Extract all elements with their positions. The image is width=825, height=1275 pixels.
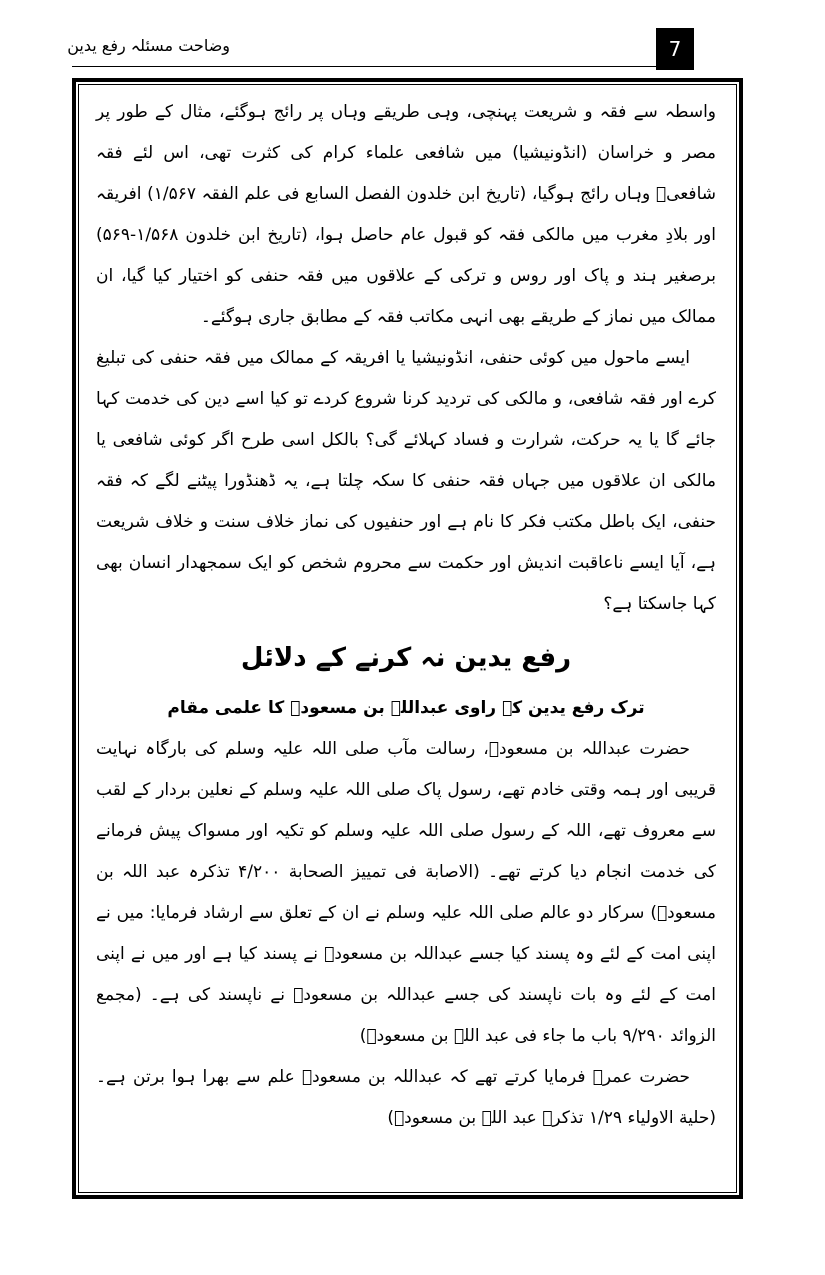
running-header-title: وضاحت مسئلہ رفع یدین	[67, 36, 230, 55]
page-body	[96, 92, 716, 1139]
header-rule	[72, 66, 656, 67]
paragraph-3: حضرت عبداللہ بن مسعودؓ، رسالت مآب صلی اللہ علیہ وسلم کی بارگاہ نہایت قریبی اور ہمہ وقتی خادم تھے، رسول پاک صلی اللہ علیہ وسلم کے نعلین بردار کے لقب سے معروف تھے، اللہ کے رسول صلی اللہ علیہ وسلم کو تکیہ اور مسواک پیش فرمانے کی خدمت انجام دیا کرتے تھے۔ (الاصابة فی تمییز الصحابة ۴/۲۰۰ تذکرہ عبد اللہ بن مسعودؓ) سرکار دو عالم صلی اللہ علیہ وسلم نے ان کے تعلق سے ارشاد فرمایا: میں نے اپنی امت کے لئے وہ پسند کیا جسے عبداللہ بن مسعودؓ نے پسند کیا ہے اور میں نے اپنی امت کے لئے وہ بات ناپسند کی جسے عبداللہ بن مسعودؓ نے ناپسند کی ہے۔ (مجمع الزوائد ۹/۲۹۰ باب ما جاء فی عبد اللہ بن مسعودؓ)	[96, 739, 716, 1046]
section-subheading: ترک رفع یدین کے راوی عبداللہ بن مسعودؓ کا علمی مقام	[167, 698, 645, 718]
section-heading: رفع یدین نہ کرنے کے دلائل	[240, 643, 572, 673]
paragraph-1: واسطہ سے فقہ و شریعت پہنچی، وہی طریقے وہاں پر رائج ہوگئے، مثال کے طور پر مصر و خراسان (انڈونیشیا) میں شافعی علماء کرام کی کثرت تھی، اس لئے فقہ شافعیؒ وہاں رائج ہوگیا، (تاریخ ابن خلدون الفصل السابع فی علم الفقہ ۱/۵۶۷) افریقہ اور بلادِ مغرب میں مالکی فقہ کو قبول عام حاصل ہوا، (تاریخ ابن خلدون ۱/۵۶۸-۵۶۹) برصغیر ہند و پاک اور روس و ترکی کے علاقوں میں فقہ حنفی کو اختیار کیا گیا، ان ممالک میں نماز کے طریقے بھی انہی مکاتب فقہ کے مطابق جاری ہوگئے۔	[96, 102, 716, 327]
page-number-badge: 7	[656, 28, 694, 70]
paragraph-4: حضرت عمرؓ فرمایا کرتے تھے کہ عبداللہ بن مسعودؓ علم سے بھرا ہوا برتن ہے۔ (حلیة الاولیاء ۱/۲۹ تذکرہ عبد اللہ بن مسعودؓ)	[96, 1067, 716, 1128]
paragraph-2: ایسے ماحول میں کوئی حنفی، انڈونیشیا یا افریقہ کے ممالک میں فقہ حنفی کی تبلیغ کرے اور فقہ شافعی، و مالکی کی تردید کرنا شروع کردے تو کیا اسے دین کی خدمت کہا جائے گا یا یہ حرکت، شرارت و فساد کہلائے گی؟ بالکل اسی طرح اگر کوئی شافعی یا مالکی ان علاقوں میں جہاں فقہ حنفی کا سکہ چلتا ہے، یہ ڈھنڈورا پیٹنے لگے کہ فقہ حنفی، ایک باطل مکتب فکر کا نام ہے اور حنفیوں کی نماز خلاف سنت و خلاف شریعت ہے، آیا ایسے ناعاقبت اندیش اور حکمت سے محروم شخص کو ایک سمجھدار انسان بھی کہا جاسکتا ہے؟	[96, 348, 716, 614]
